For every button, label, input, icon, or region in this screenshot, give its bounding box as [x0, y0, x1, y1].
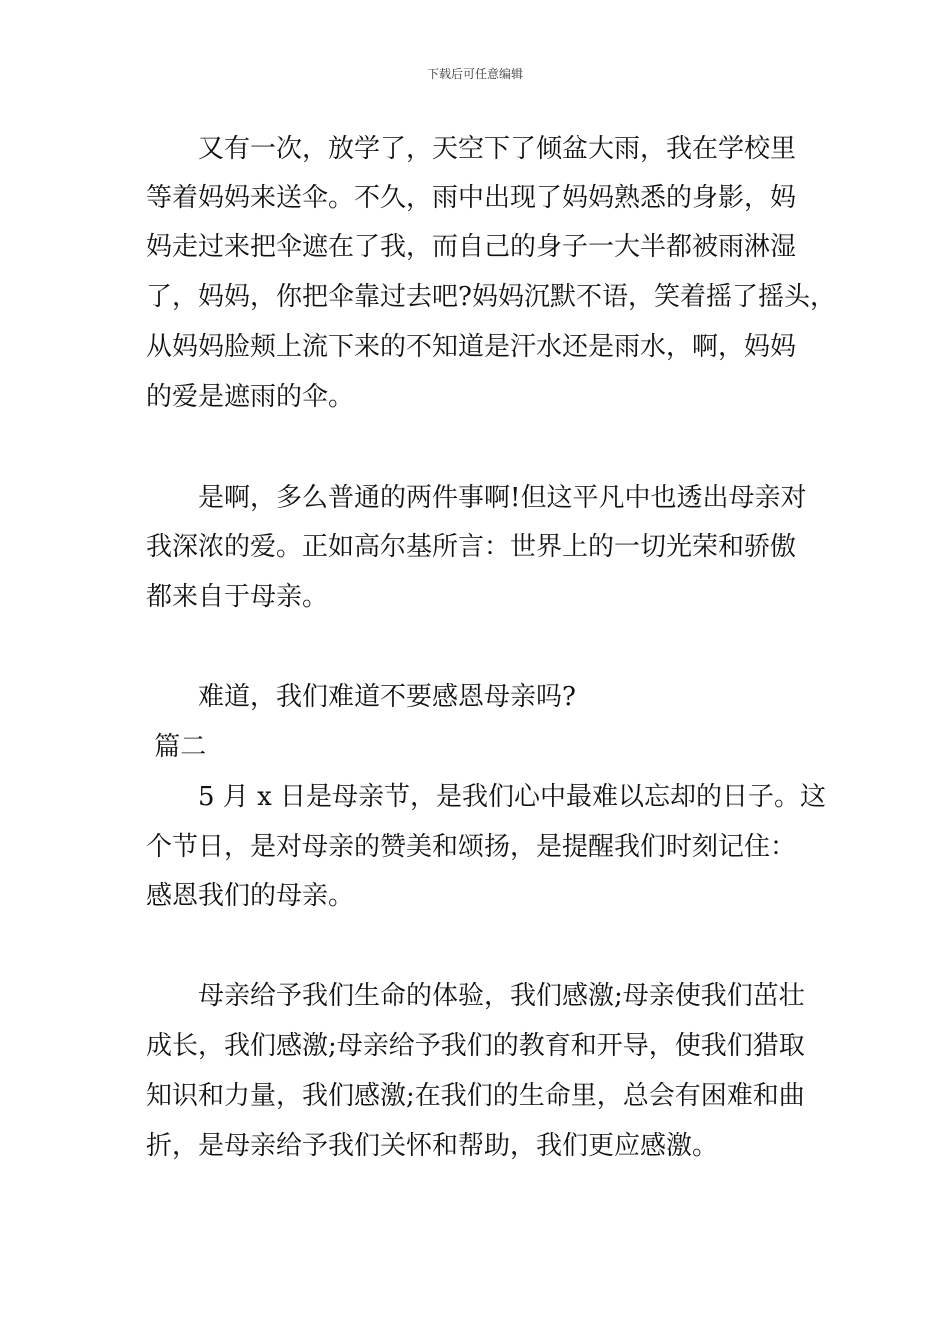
text-line: 我深浓的爱。正如高尔基所言：世界上的一切光荣和骄傲: [146, 532, 797, 562]
text-line: 折，是母亲给予我们关怀和帮助，我们更应感激。: [146, 1131, 719, 1161]
text-line: 的爱是遮雨的伞。: [146, 382, 355, 412]
text-line: 个节日，是对母亲的赞美和颂扬，是提醒我们时刻记住：: [146, 832, 797, 862]
text-line: 妈走过来把伞遮在了我，而自己的身子一大半都被雨淋湿: [146, 232, 797, 262]
text-line: 感恩我们的母亲。: [146, 881, 355, 911]
text-line: 都来自于母亲。: [146, 582, 329, 612]
section-title: 篇二: [146, 732, 207, 762]
text-line: 等着妈妈来送伞。不久，雨中出现了妈妈熟悉的身影，妈: [146, 183, 797, 213]
page-header: 下载后可任意编辑: [426, 67, 523, 81]
text-line: 是啊，多么普通的两件事啊!但这平凡中也透出母亲对: [146, 483, 807, 513]
text-line: 成长，我们感激;母亲给予我们的教育和开导，使我们猎取: [146, 1031, 805, 1061]
text-line: 知识和力量，我们感激;在我们的生命里，总会有困难和曲: [146, 1081, 805, 1111]
text-line: 难道，我们难道不要感恩母亲吗?: [146, 682, 576, 712]
text-line: 了，妈妈，你把伞靠过去吧?妈妈沉默不语，笑着摇了摇头，: [146, 282, 836, 312]
text-line: 母亲给予我们生命的体验，我们感激;母亲使我们茁壮: [146, 981, 805, 1011]
text-line: 又有一次，放学了，天空下了倾盆大雨，我在学校里: [146, 134, 797, 164]
text-line: 5 月 x 日是母亲节，是我们心中最难以忘却的日子。这: [146, 782, 826, 812]
text-line: 从妈妈脸颊上流下来的不知道是汗水还是雨水，啊，妈妈: [146, 332, 797, 362]
